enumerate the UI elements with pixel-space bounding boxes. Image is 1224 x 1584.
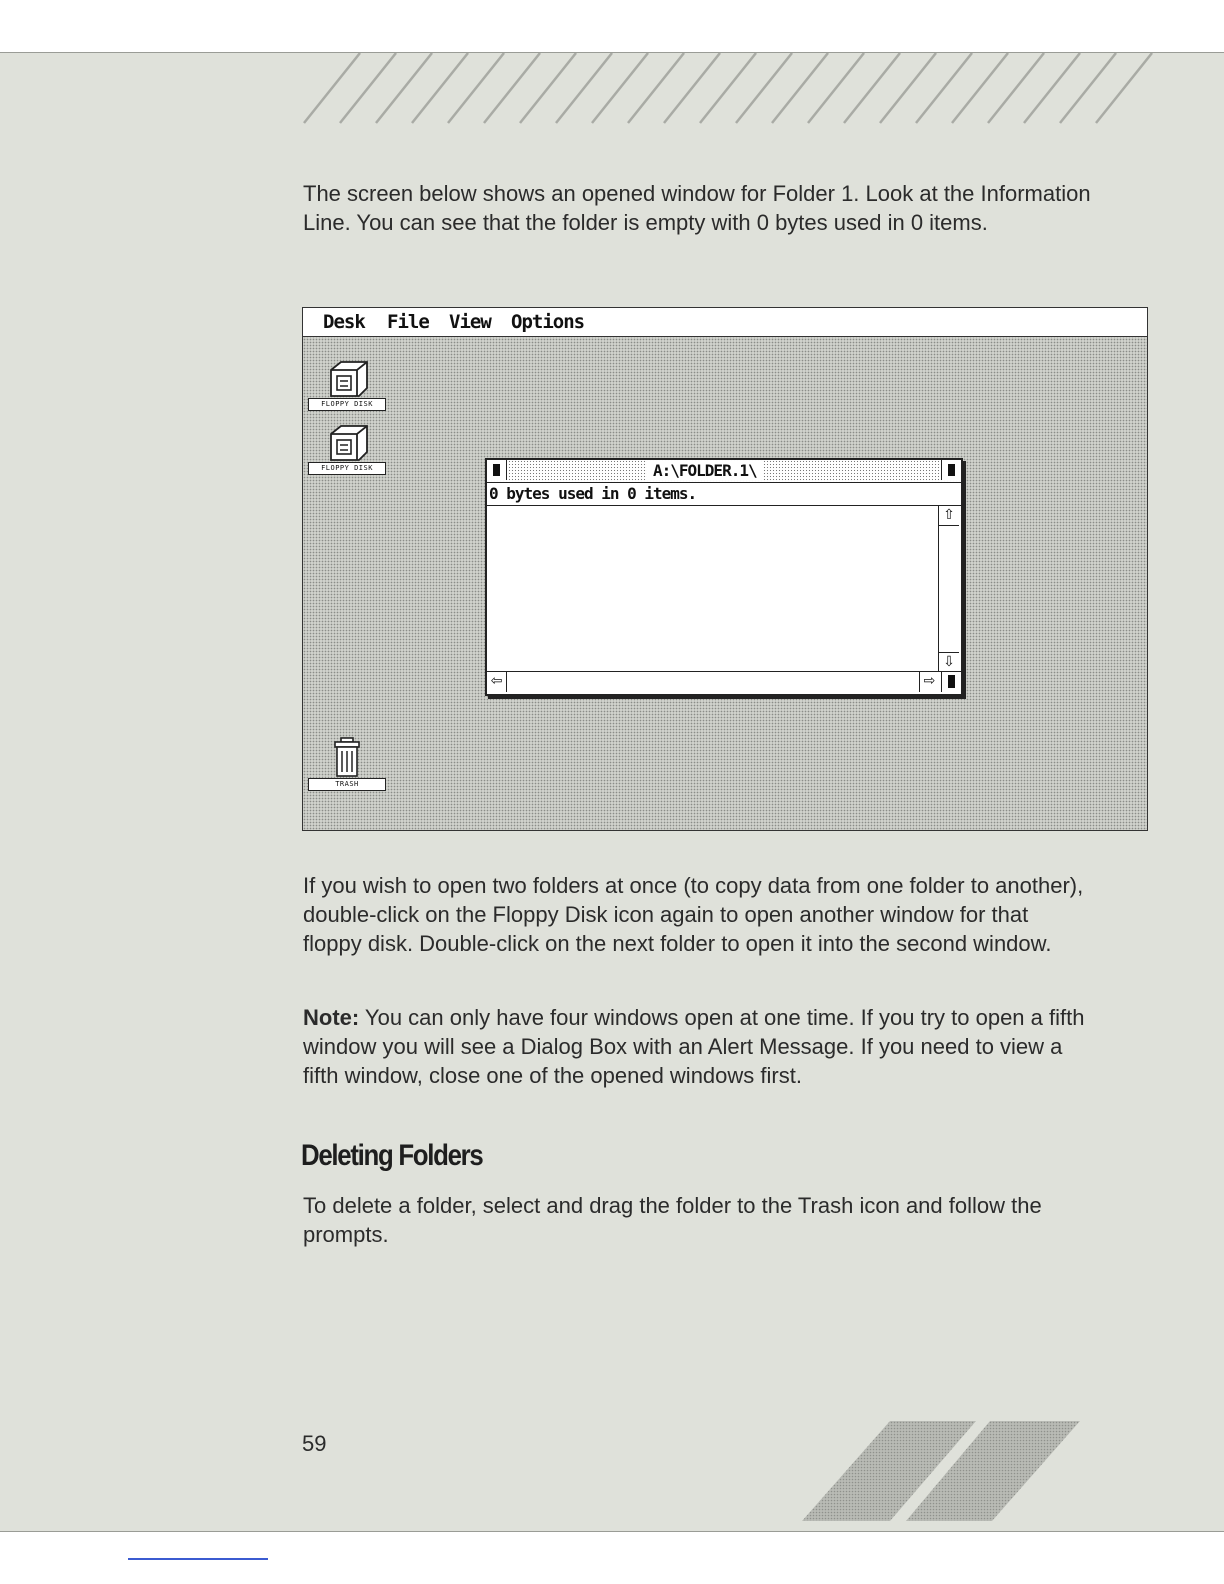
menu-desk[interactable]: Desk	[323, 311, 365, 333]
footer-rule	[128, 1558, 268, 1560]
vertical-scrollbar[interactable]	[938, 506, 961, 672]
close-box-icon[interactable]	[487, 460, 507, 480]
scroll-up-arrow-icon[interactable]: ⇧	[939, 506, 959, 526]
window-title: A:\FOLDER.1\	[647, 461, 763, 480]
note-label: Note:	[303, 1005, 360, 1030]
desktop-icon-floppy-b[interactable]	[305, 424, 389, 475]
note-paragraph	[303, 1003, 1093, 1090]
scroll-right-arrow-icon[interactable]: ⇨	[919, 672, 939, 692]
size-box-icon[interactable]	[941, 672, 961, 692]
full-box-icon[interactable]	[941, 460, 961, 480]
icon-label: FLOPPY DISK	[308, 398, 386, 411]
desktop-icon-trash[interactable]	[305, 736, 389, 791]
section-heading: Deleting Folders	[301, 1139, 483, 1172]
note-text: You can only have four windows open at one time. If you try to open a fifth window you will see a Dialog Box with an Alert Message. If you need to view a fifth window, close one of the opened windows first.	[303, 1005, 1085, 1088]
horizontal-scrollbar[interactable]	[487, 671, 961, 694]
scroll-left-arrow-icon[interactable]: ⇦	[487, 672, 507, 692]
window-title-bar[interactable]	[487, 460, 961, 483]
trash-icon	[327, 736, 367, 778]
floppy-drive-icon	[323, 424, 371, 462]
manual-page	[0, 52, 1224, 1532]
floppy-drive-icon	[323, 360, 371, 398]
page-number: 59	[302, 1431, 327, 1456]
decorative-stripes-top	[300, 53, 1160, 125]
scroll-down-arrow-icon[interactable]: ⇩	[939, 652, 959, 672]
menu-bar	[303, 308, 1147, 337]
desktop-icon-floppy-a[interactable]	[305, 360, 389, 411]
icon-label: TRASH	[308, 778, 386, 791]
menu-file[interactable]: File	[387, 311, 429, 333]
menu-options[interactable]: Options	[511, 311, 585, 333]
two-folders-paragraph: If you wish to open two folders at once (to copy data from one folder to another), double-click on the Floppy Disk icon again to open another window for that floppy disk. Double-click on the next folder to open it into the second window.	[303, 873, 1084, 956]
gem-desktop-screenshot	[302, 307, 1148, 831]
delete-paragraph: To delete a folder, select and drag the folder to the Trash icon and follow the prompts.	[303, 1193, 1042, 1247]
folder-window[interactable]	[485, 458, 963, 696]
menu-view[interactable]: View	[449, 311, 491, 333]
information-line: 0 bytes used in 0 items.	[487, 483, 961, 506]
intro-paragraph: The screen below shows an opened window for Folder 1. Look at the Information Line. You can see that the folder is empty with 0 bytes used in 0 items.	[303, 181, 1091, 235]
decorative-stripes-bottom	[740, 1421, 1100, 1521]
icon-label: FLOPPY DISK	[308, 462, 386, 475]
